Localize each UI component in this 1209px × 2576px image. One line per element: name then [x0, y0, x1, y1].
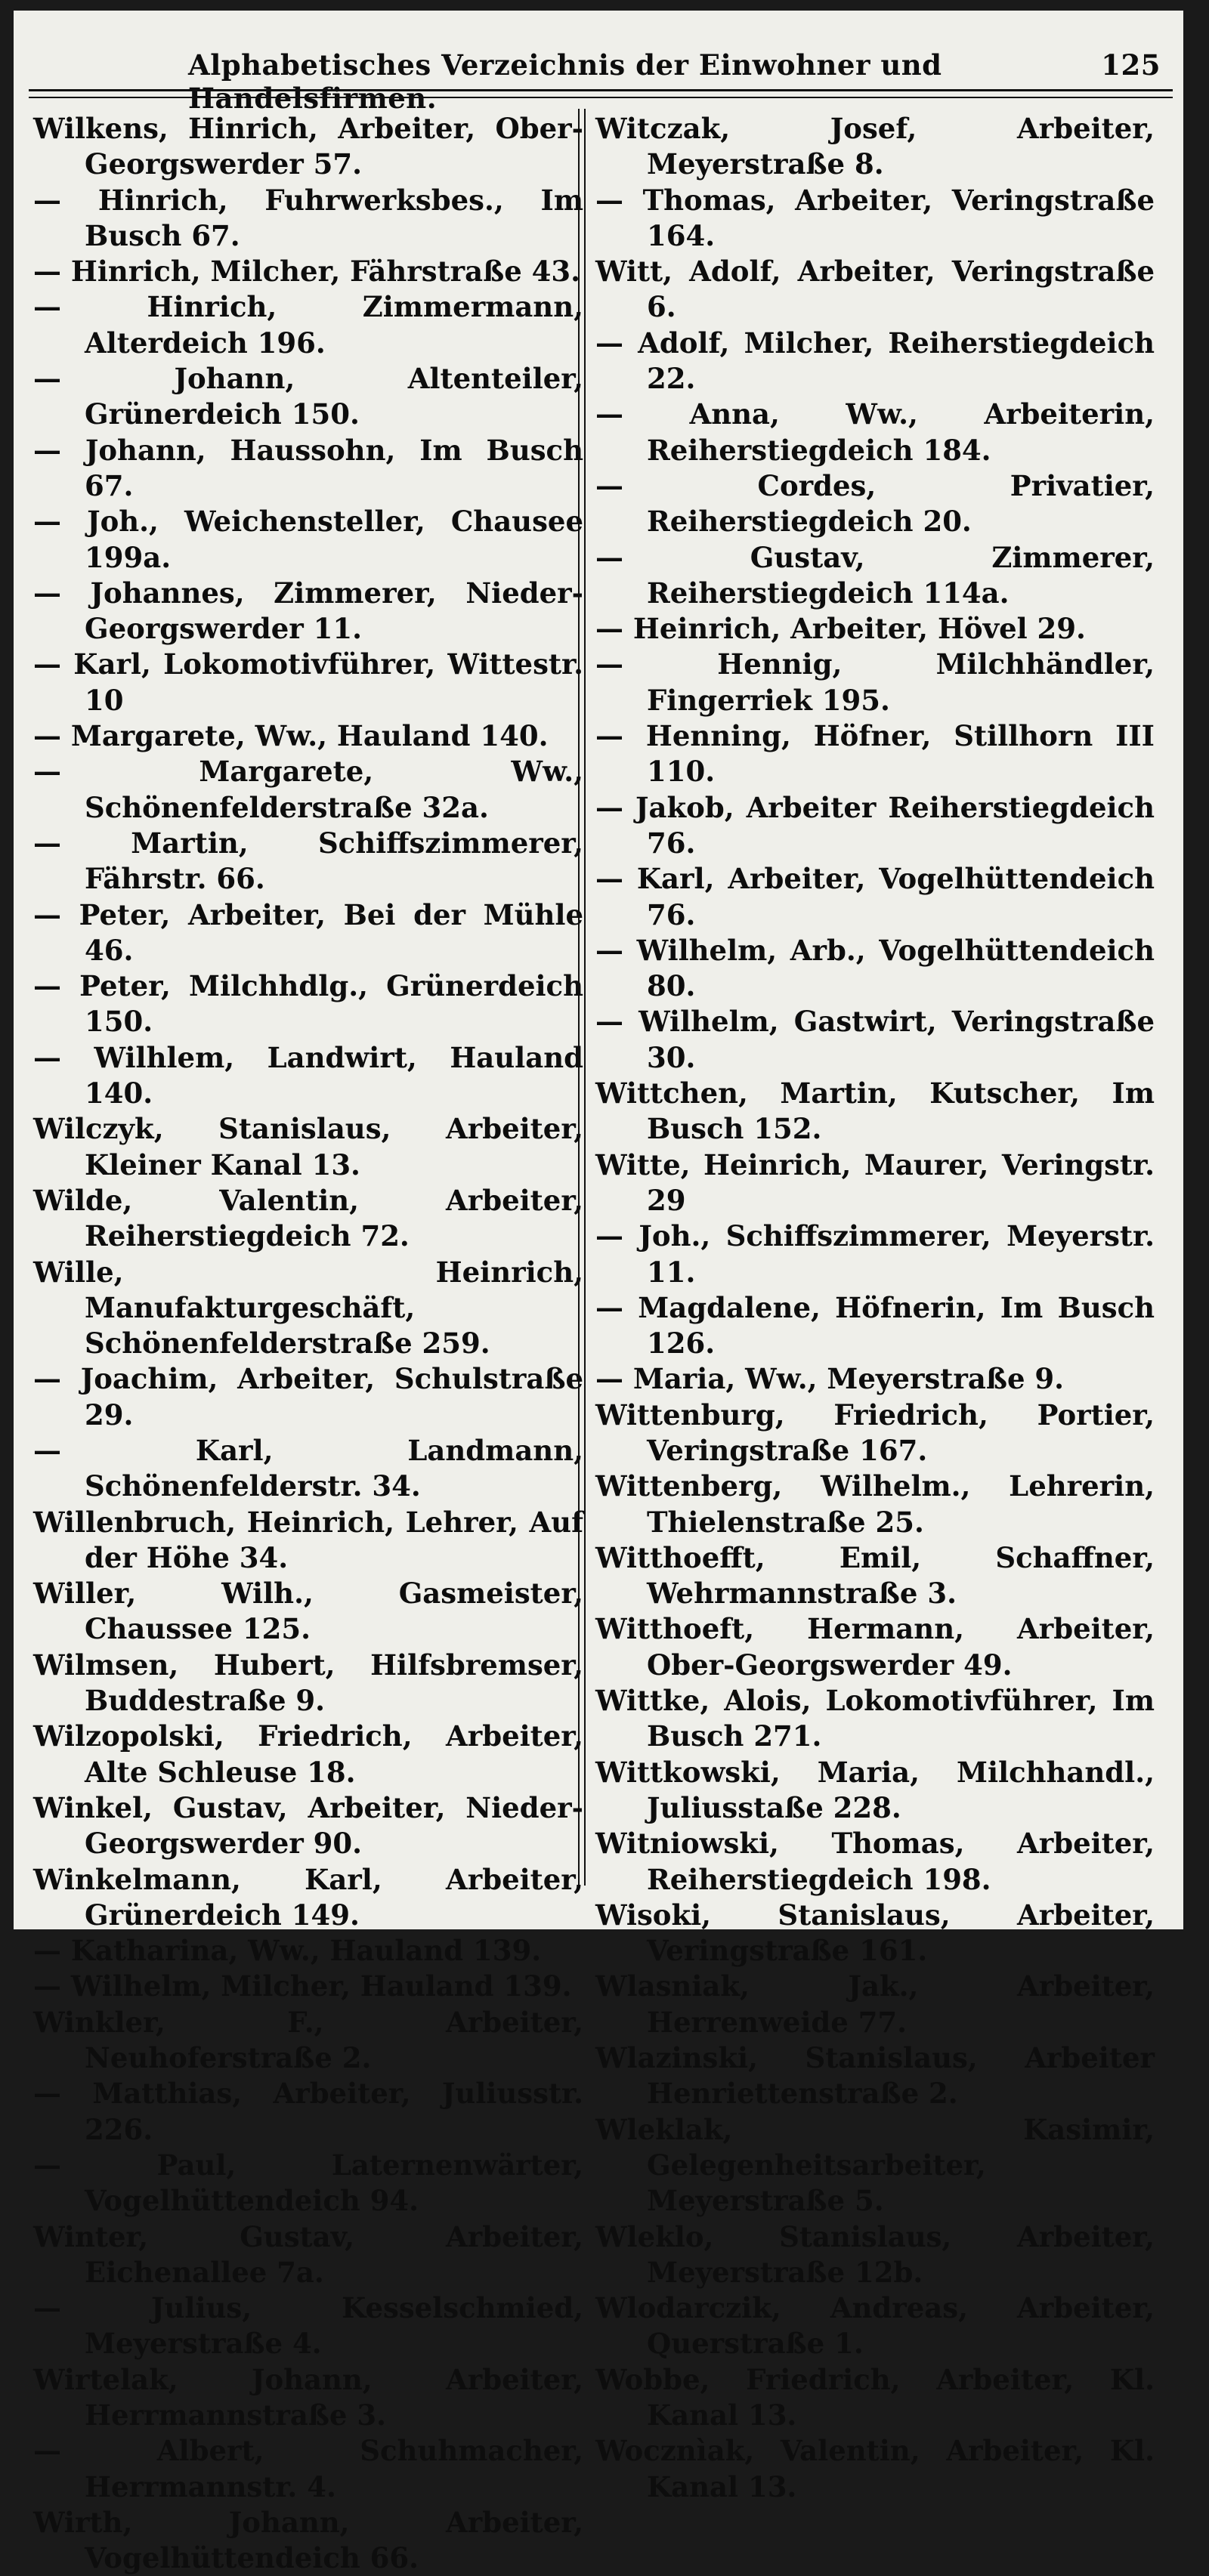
- directory-page: [14, 11, 1183, 2575]
- directory-entry: Wleklak, Kasimir, Gelegenheitsarbeiter, Meyerstraße 5.: [595, 2112, 1155, 2218]
- directory-entry: Wisoki, Stanislaus, Arbeiter, Veringstraße 161.: [595, 1898, 1155, 1968]
- directory-entry: — Peter, Milchhdlg., Grünerdeich 150.: [33, 969, 583, 1039]
- directory-entry: — Wilhlem, Landwirt, Hauland 140.: [33, 1040, 583, 1110]
- directory-entry: Winkler, F., Arbeiter, Neuhoferstraße 2.: [33, 2005, 583, 2075]
- directory-entry: Willer, Wilh., Gasmeister, Chaussee 125.: [33, 1577, 583, 1646]
- directory-entry: Wlazinski, Stanislaus, Arbeiter Henriettenstraße 2.: [595, 2041, 1155, 2111]
- directory-entry: Wocznìak, Valentin, Arbeiter, Kl. Kanal 13.: [595, 2434, 1155, 2503]
- directory-entry: — Hinrich, Fuhrwerksbes., Im Busch 67.: [33, 183, 583, 252]
- directory-entry: — Joh., Weichensteller, Chausee 199a.: [33, 505, 583, 574]
- directory-entry: — Peter, Arbeiter, Bei der Mühle 46.: [33, 897, 583, 967]
- directory-entry: Wleklo, Stanislaus, Arbeiter, Meyerstraße 12b.: [595, 2219, 1155, 2289]
- directory-entry: Witczak, Josef, Arbeiter, Meyerstraße 8.: [595, 112, 1155, 181]
- directory-entry: Wilmsen, Hubert, Hilfsbremser, Buddestraße 9.: [33, 1648, 583, 1718]
- directory-entry: — Johannes, Zimmerer, Nieder-Georgswerder 11.: [33, 576, 583, 646]
- directory-entry: — Maria, Ww., Meyerstraße 9.: [595, 1362, 1065, 1396]
- directory-entry: — Jakob, Arbeiter Reiherstiegdeich 76.: [595, 790, 1155, 860]
- directory-entry: — Hinrich, Milcher, Fährstraße 43.: [33, 255, 581, 289]
- directory-entry: Wille, Heinrich, Manufakturgeschäft, Schönenfelderstraße 259.: [33, 1255, 583, 1361]
- directory-entry: Witte, Heinrich, Maurer, Veringstr. 29: [595, 1147, 1155, 1217]
- directory-entry: — Karl, Lokomotivführer, Wittestr. 10: [33, 647, 583, 717]
- directory-entry: Wilde, Valentin, Arbeiter, Reiherstiegdeich 72.: [33, 1183, 583, 1253]
- directory-entry: Willenbruch, Heinrich, Lehrer, Auf der Höhe 34.: [33, 1505, 583, 1574]
- directory-entry: — Wilhelm, Gastwirt, Veringstraße 30.: [595, 1005, 1155, 1074]
- directory-entry: Winter, Gustav, Arbeiter, Eichenallee 7a.: [33, 2219, 583, 2289]
- directory-entry: Winkel, Gustav, Arbeiter, Nieder-Georgswerder 90.: [33, 1790, 583, 1861]
- directory-entry: — Johann, Altenteiler, Grünerdeich 150.: [33, 362, 583, 431]
- header-rule-bottom: [29, 97, 1173, 98]
- directory-entry: — Albert, Schuhmacher, Herrmannstr. 4.: [33, 2434, 583, 2503]
- directory-entry: Wittke, Alois, Lokomotivführer, Im Busch 271.: [595, 1684, 1155, 1753]
- directory-entry: — Johann, Haussohn, Im Busch 67.: [33, 433, 583, 502]
- directory-entry: Wittkowski, Maria, Milchhandl., Juliusstaße 228.: [595, 1755, 1155, 1824]
- directory-entry: — Karl, Landmann, Schönenfelderstr. 34.: [33, 1433, 583, 1503]
- directory-entry: — Joachim, Arbeiter, Schulstraße 29.: [33, 1362, 583, 1432]
- directory-entry: — Hinrich, Zimmermann, Alterdeich 196.: [33, 290, 583, 360]
- directory-entry: Wirtelak, Johann, Arbeiter, Herrmannstraße 3.: [33, 2362, 583, 2432]
- directory-entry: Wlodarczik, Andreas, Arbeiter, Querstraße 1.: [595, 2291, 1155, 2361]
- directory-entry: — Matthias, Arbeiter, Juliusstr. 226.: [33, 2077, 583, 2146]
- directory-entry: — Margarete, Ww., Hauland 140.: [33, 719, 549, 753]
- directory-entry: — Wilhelm, Arb., Vogelhüttendeich 80.: [595, 933, 1155, 1003]
- directory-entry: Witniowski, Thomas, Arbeiter, Reiherstiegdeich 198.: [595, 1827, 1155, 1896]
- directory-entry: Wittchen, Martin, Kutscher, Im Busch 152.: [595, 1076, 1155, 1146]
- directory-entry: — Katharina, Ww., Hauland 139.: [33, 1934, 542, 1968]
- header-rule-top: [29, 89, 1173, 91]
- page-header: [33, 44, 1168, 115]
- directory-entry: — Paul, Laternenwärter, Vogelhüttendeich 94.: [33, 2148, 583, 2218]
- directory-entry: — Heinrich, Arbeiter, Hövel 29.: [595, 612, 1086, 646]
- directory-entry: Wirth, Johann, Arbeiter, Vogelhüttendeich 66.: [33, 2505, 583, 2575]
- directory-entry: — Magdalene, Höfnerin, Im Busch 126.: [595, 1290, 1155, 1361]
- directory-entry: — Henning, Höfner, Stillhorn III 110.: [595, 719, 1155, 789]
- directory-entry: Wobbe, Friedrich, Arbeiter, Kl. Kanal 13.: [595, 2362, 1155, 2432]
- directory-entry: — Gustav, Zimmerer, Reiherstiegdeich 114a.: [595, 540, 1155, 610]
- directory-entry: Wilkens, Hinrich, Arbeiter, Ober-Georgswerder 57.: [33, 112, 583, 181]
- directory-entry: Wilczyk, Stanislaus, Arbeiter, Kleiner Kanal 13.: [33, 1112, 583, 1181]
- directory-entry: — Cordes, Privatier, Reiherstiegdeich 20.: [595, 468, 1155, 539]
- directory-entry: — Anna, Ww., Arbeiterin, Reiherstiegdeich 184.: [595, 397, 1155, 467]
- directory-entry: — Wilhelm, Milcher, Hauland 139.: [33, 1969, 572, 2003]
- page-title: Alphabetisches Verzeichnis der Einwohner und Handelsfirmen.: [188, 48, 942, 115]
- directory-entry: Witthoefft, Emil, Schaffner, Wehrmannstraße 3.: [595, 1540, 1155, 1611]
- left-column: [33, 111, 583, 2576]
- directory-entry: Wlasniak, Jak., Arbeiter, Herrenweide 77.: [595, 1969, 1155, 2039]
- directory-entry: — Joh., Schiffszimmerer, Meyerstr. 11.: [595, 1219, 1155, 1289]
- directory-entry: Wittenburg, Friedrich, Portier, Veringstraße 167.: [595, 1398, 1155, 1467]
- directory-entry: — Julius, Kesselschmied, Meyerstraße 4.: [33, 2291, 583, 2361]
- directory-entry: — Hennig, Milchhändler, Fingerriek 195.: [595, 647, 1155, 717]
- directory-entry: — Thomas, Arbeiter, Veringstraße 164.: [595, 183, 1155, 252]
- directory-entry: Witt, Adolf, Arbeiter, Veringstraße 6.: [595, 255, 1155, 324]
- directory-entry: Winkelmann, Karl, Arbeiter, Grünerdeich 149.: [33, 1862, 583, 1932]
- right-column: [595, 111, 1155, 2505]
- directory-entry: — Adolf, Milcher, Reiherstiegdeich 22.: [595, 326, 1155, 396]
- directory-entry: — Margarete, Ww., Schönenfelderstraße 32a.: [33, 755, 583, 824]
- directory-entry: — Martin, Schiffszimmerer, Fährstr. 66.: [33, 826, 583, 896]
- directory-entry: — Karl, Arbeiter, Vogelhüttendeich 76.: [595, 862, 1155, 931]
- page-number: 125: [1101, 48, 1161, 82]
- directory-entry: Wittenberg, Wilhelm., Lehrerin, Thielenstraße 25.: [595, 1469, 1155, 1539]
- directory-entry: Witthoeft, Hermann, Arbeiter, Ober-Georgswerder 49.: [595, 1612, 1155, 1682]
- directory-entry: Wilzopolski, Friedrich, Arbeiter, Alte Schleuse 18.: [33, 1719, 583, 1789]
